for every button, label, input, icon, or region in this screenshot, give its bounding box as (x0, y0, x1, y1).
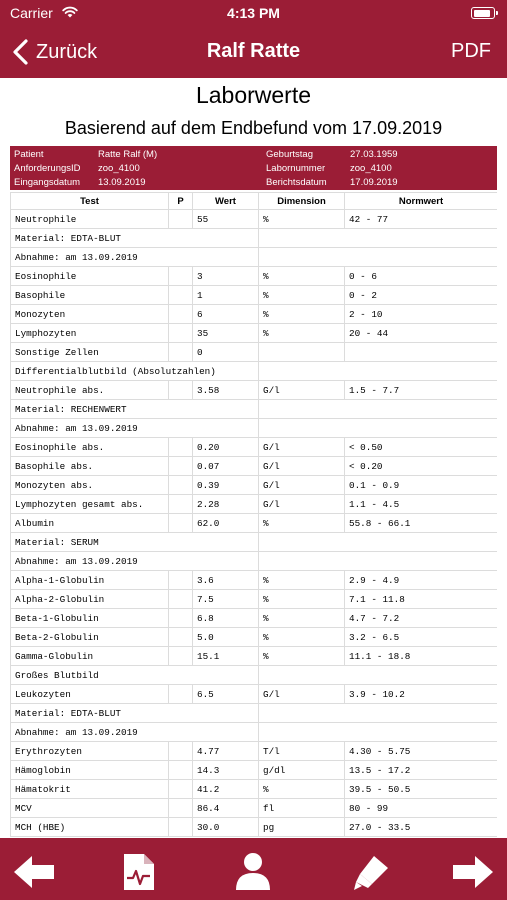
table-cell-normwert: 13.5 - 17.2 (345, 761, 498, 780)
table-section-label: Abnahme: am 13.09.2019 (11, 419, 259, 438)
table-cell-test: Sonstige Zellen (11, 343, 169, 362)
table-row (11, 552, 498, 571)
page-title: Laborwerte (195, 82, 312, 108)
table-row (11, 571, 498, 590)
table-row (11, 438, 498, 457)
table-cell-normwert: 3.2 - 6.5 (345, 628, 498, 647)
status-time: 4:13 PM (227, 5, 280, 21)
table-row (11, 343, 498, 362)
highlight-button[interactable] (348, 852, 392, 892)
table-row (11, 514, 498, 533)
geburtstag-label: Geburtstag (266, 149, 313, 160)
table-header-row (11, 193, 498, 210)
table-cell-wert: 15.1 (193, 647, 259, 666)
page-subtitle: Basierend auf dem Endbefund vom 17.09.2019 (64, 118, 443, 138)
lab-values-table-container[interactable] (10, 192, 497, 838)
table-row (11, 666, 498, 685)
lab-values-table (10, 192, 497, 837)
table-row (11, 267, 498, 286)
table-cell-dimension (259, 343, 345, 362)
table-cell-normwert: 42 - 77 (345, 210, 498, 229)
table-cell-normwert: < 0.50 (345, 438, 498, 457)
patient-value: Ratte Ralf (M) (98, 149, 158, 160)
table-cell-normwert: 4.30 - 5.75 (345, 742, 498, 761)
table-cell-p (169, 685, 193, 704)
table-cell-dimension: % (259, 324, 345, 343)
table-row (11, 457, 498, 476)
table-cell-test: Hämoglobin (11, 761, 169, 780)
labornummer-value: zoo_4100 (350, 163, 392, 174)
person-icon (233, 852, 273, 892)
table-section-label: Abnahme: am 13.09.2019 (11, 248, 259, 267)
table-row (11, 476, 498, 495)
table-section-label: Differentialblutbild (Absolutzahlen) (11, 362, 259, 381)
table-cell-dimension: % (259, 609, 345, 628)
header-normwert: Normwert (345, 193, 498, 210)
table-cell-normwert: 27.0 - 33.5 (345, 818, 498, 837)
table-section-label: Abnahme: am 13.09.2019 (11, 723, 259, 742)
header-test: Test (11, 193, 169, 210)
nav-title: Ralf Ratte (206, 40, 301, 62)
forward-arrow-icon (451, 852, 495, 892)
bericht-value: 17.09.2019 (350, 177, 398, 188)
back-button[interactable] (12, 38, 97, 66)
table-row (11, 495, 498, 514)
table-cell-test: MCH (HBE) (11, 818, 169, 837)
table-cell-normwert: 80 - 99 (345, 799, 498, 818)
table-cell-p (169, 305, 193, 324)
table-cell-test: Albumin (11, 514, 169, 533)
table-cell-dimension: G/l (259, 381, 345, 400)
table-row (11, 685, 498, 704)
geburtstag-value: 27.03.1959 (350, 149, 398, 160)
header-p: P (169, 193, 193, 210)
table-cell-test: Monozyten abs. (11, 476, 169, 495)
table-cell-dimension: % (259, 286, 345, 305)
table-row (11, 609, 498, 628)
previous-button[interactable] (12, 852, 56, 892)
table-row (11, 799, 498, 818)
table-cell-dimension: % (259, 210, 345, 229)
table-cell-normwert: 39.5 - 50.5 (345, 780, 498, 799)
table-cell-dimension: % (259, 514, 345, 533)
table-cell-dimension: G/l (259, 495, 345, 514)
table-cell-p (169, 647, 193, 666)
back-button-label: Zurück (36, 40, 98, 63)
table-cell-normwert: 4.7 - 7.2 (345, 609, 498, 628)
table-cell-test: Erythrozyten (11, 742, 169, 761)
table-row (11, 210, 498, 229)
table-cell-wert: 0 (193, 343, 259, 362)
table-cell-normwert: 2 - 10 (345, 305, 498, 324)
table-row (11, 742, 498, 761)
table-cell-wert: 0.20 (193, 438, 259, 457)
table-cell-p (169, 210, 193, 229)
table-cell-p (169, 381, 193, 400)
table-cell-p (169, 818, 193, 837)
anforderung-label: AnforderungsID (14, 163, 81, 174)
table-cell-test: Eosinophile (11, 267, 169, 286)
table-cell-wert: 4.77 (193, 742, 259, 761)
table-cell-test: Neutrophile abs. (11, 381, 169, 400)
table-cell-normwert (345, 343, 498, 362)
table-cell-p (169, 761, 193, 780)
table-cell-p (169, 514, 193, 533)
table-cell-p (169, 324, 193, 343)
table-cell-p (169, 267, 193, 286)
table-row (11, 229, 498, 248)
table-cell-empty (259, 248, 498, 267)
table-cell-empty (259, 229, 498, 248)
table-cell-empty (259, 400, 498, 419)
table-row (11, 647, 498, 666)
table-row (11, 381, 498, 400)
table-cell-empty (259, 552, 498, 571)
battery-level (474, 10, 491, 17)
patient-info-panel (10, 146, 497, 190)
table-cell-empty (259, 723, 498, 742)
table-cell-normwert: 11.1 - 18.8 (345, 647, 498, 666)
patient-label: Patient (14, 149, 44, 160)
carrier-label: Carrier (10, 5, 53, 21)
table-row (11, 761, 498, 780)
table-cell-empty (259, 666, 498, 685)
table-cell-empty (259, 419, 498, 438)
table-cell-normwert: 55.8 - 66.1 (345, 514, 498, 533)
table-cell-dimension: % (259, 590, 345, 609)
table-cell-wert: 6.8 (193, 609, 259, 628)
table-row (11, 248, 498, 267)
table-cell-dimension: g/dl (259, 761, 345, 780)
table-cell-p (169, 286, 193, 305)
table-row (11, 305, 498, 324)
table-row (11, 419, 498, 438)
table-cell-wert: 14.3 (193, 761, 259, 780)
document-pulse-icon (118, 852, 158, 892)
table-cell-wert: 30.0 (193, 818, 259, 837)
table-row (11, 324, 498, 343)
table-cell-wert: 86.4 (193, 799, 259, 818)
table-section-label: Großes Blutbild (11, 666, 259, 685)
table-cell-wert: 3.58 (193, 381, 259, 400)
table-row (11, 780, 498, 799)
table-row (11, 818, 498, 837)
bottom-toolbar (0, 838, 507, 900)
table-cell-dimension: % (259, 780, 345, 799)
eingang-label: Eingangsdatum (14, 177, 81, 188)
anforderung-value: zoo_4100 (98, 163, 140, 174)
table-row (11, 362, 498, 381)
table-cell-dimension: pg (259, 818, 345, 837)
table-cell-empty (259, 704, 498, 723)
table-cell-normwert: 3.9 - 10.2 (345, 685, 498, 704)
header-wert: Wert (193, 193, 259, 210)
table-cell-empty (259, 362, 498, 381)
table-section-label: Material: EDTA-BLUT (11, 229, 259, 248)
table-cell-dimension: % (259, 628, 345, 647)
table-cell-p (169, 609, 193, 628)
table-body (11, 210, 498, 837)
table-cell-dimension: G/l (259, 476, 345, 495)
table-cell-p (169, 742, 193, 761)
table-cell-dimension: G/l (259, 685, 345, 704)
table-cell-test: Beta-1-Globulin (11, 609, 169, 628)
table-cell-wert: 41.2 (193, 780, 259, 799)
table-section-label: Abnahme: am 13.09.2019 (11, 552, 259, 571)
table-cell-dimension: T/l (259, 742, 345, 761)
table-cell-dimension: fl (259, 799, 345, 818)
table-cell-empty (259, 533, 498, 552)
table-cell-normwert: 0 - 6 (345, 267, 498, 286)
table-cell-wert: 35 (193, 324, 259, 343)
table-cell-wert: 2.28 (193, 495, 259, 514)
next-button[interactable] (451, 852, 495, 892)
table-cell-p (169, 780, 193, 799)
pdf-button[interactable]: PDF (451, 40, 491, 62)
table-cell-p (169, 495, 193, 514)
table-cell-normwert: 1.5 - 7.7 (345, 381, 498, 400)
eingang-value: 13.09.2019 (98, 177, 146, 188)
table-section-label: Material: SERUM (11, 533, 259, 552)
table-cell-dimension: % (259, 571, 345, 590)
table-cell-p (169, 799, 193, 818)
table-row (11, 400, 498, 419)
table-cell-wert: 6 (193, 305, 259, 324)
table-cell-dimension: % (259, 305, 345, 324)
bericht-label: Berichtsdatum (266, 177, 327, 188)
labornummer-label: Labornummer (266, 163, 326, 174)
table-row (11, 533, 498, 552)
table-cell-wert: 1 (193, 286, 259, 305)
navigation-bar (0, 26, 507, 78)
table-cell-wert: 55 (193, 210, 259, 229)
table-cell-dimension: G/l (259, 438, 345, 457)
table-cell-dimension: % (259, 267, 345, 286)
table-cell-normwert: 0 - 2 (345, 286, 498, 305)
table-cell-wert: 62.0 (193, 514, 259, 533)
table-cell-test: Alpha-1-Globulin (11, 571, 169, 590)
patient-button[interactable] (233, 852, 273, 892)
table-cell-test: Beta-2-Globulin (11, 628, 169, 647)
table-cell-normwert: 20 - 44 (345, 324, 498, 343)
table-cell-p (169, 571, 193, 590)
table-cell-p (169, 590, 193, 609)
table-cell-wert: 3.6 (193, 571, 259, 590)
table-cell-test: Gamma-Globulin (11, 647, 169, 666)
table-cell-normwert: 2.9 - 4.9 (345, 571, 498, 590)
table-cell-p (169, 476, 193, 495)
table-cell-normwert: 1.1 - 4.5 (345, 495, 498, 514)
table-row (11, 628, 498, 647)
table-cell-test: Leukozyten (11, 685, 169, 704)
table-cell-p (169, 438, 193, 457)
table-cell-test: Monozyten (11, 305, 169, 324)
table-cell-wert: 3 (193, 267, 259, 286)
highlighter-icon (348, 852, 392, 892)
battery-icon (471, 7, 495, 19)
table-cell-p (169, 628, 193, 647)
document-button[interactable] (118, 852, 158, 892)
table-cell-wert: 6.5 (193, 685, 259, 704)
table-cell-test: Lymphozyten gesamt abs. (11, 495, 169, 514)
table-cell-wert: 5.0 (193, 628, 259, 647)
table-cell-test: Alpha-2-Globulin (11, 590, 169, 609)
table-cell-p (169, 457, 193, 476)
table-row (11, 723, 498, 742)
table-cell-wert: 7.5 (193, 590, 259, 609)
table-cell-test: Lymphozyten (11, 324, 169, 343)
table-cell-dimension: G/l (259, 457, 345, 476)
table-section-label: Material: EDTA-BLUT (11, 704, 259, 723)
table-row (11, 286, 498, 305)
table-row (11, 704, 498, 723)
table-cell-wert: 0.39 (193, 476, 259, 495)
table-cell-dimension: % (259, 647, 345, 666)
header-dimension: Dimension (259, 193, 345, 210)
table-cell-test: Basophile abs. (11, 457, 169, 476)
chevron-left-icon (12, 39, 30, 65)
table-cell-test: MCV (11, 799, 169, 818)
table-cell-normwert: < 0.20 (345, 457, 498, 476)
table-cell-test: Eosinophile abs. (11, 438, 169, 457)
table-section-label: Material: RECHENWERT (11, 400, 259, 419)
table-cell-test: Basophile (11, 286, 169, 305)
status-bar (0, 0, 507, 26)
table-cell-test: Hämatokrit (11, 780, 169, 799)
table-cell-normwert: 0.1 - 0.9 (345, 476, 498, 495)
table-cell-wert: 0.07 (193, 457, 259, 476)
table-cell-p (169, 343, 193, 362)
table-cell-test: Neutrophile (11, 210, 169, 229)
table-row (11, 590, 498, 609)
table-cell-normwert: 7.1 - 11.8 (345, 590, 498, 609)
back-arrow-icon (12, 852, 56, 892)
